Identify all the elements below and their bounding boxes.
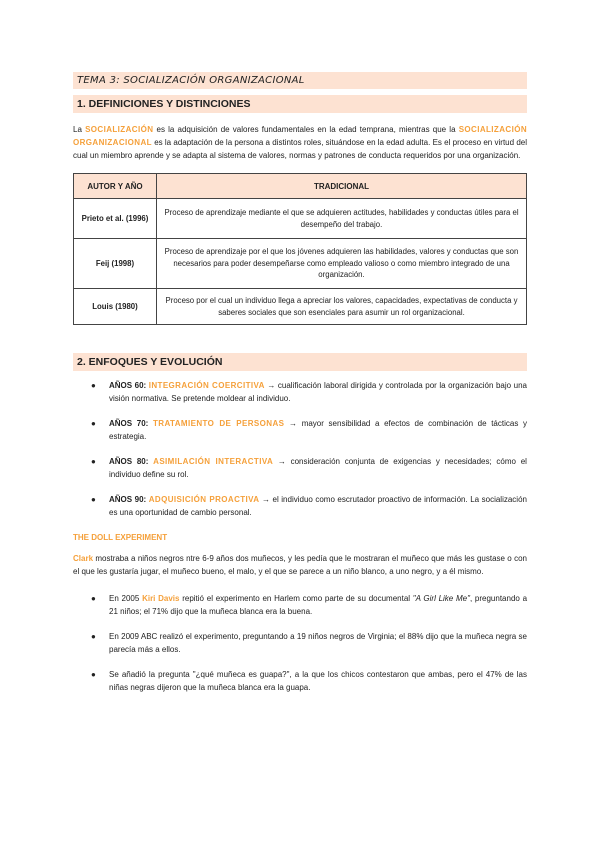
bullet-text: Se añadió la pregunta "¿qué muñeca es guapa?", a la que los chicos contestaron que ambas, pero el 47% de las niñas negras dijeron que la muñeca blanca era la guapa. [109,670,527,692]
approach-text: consideración conjunta de exigencias y necesidades; cómo el individuo define su rol. [109,457,527,479]
documentary-title: "A Girl Like Me" [412,594,470,603]
definitions-table [73,173,527,325]
bullet-icon: ● [91,670,96,679]
bullet-icon: ● [91,594,96,603]
table-row [74,199,527,239]
document-page [73,72,527,694]
approach-concept: TRATAMIENTO DE PERSONAS [152,419,285,428]
bullet-text: En 2009 ABC realizó el experimento, preguntando a 19 niños negros de Virginia; el 88% dijo que la muñeca negra se parecía más a ellos. [109,632,527,654]
term-socializacion: SOCIALIZACIÓN [85,125,154,134]
bullet-icon: ● [91,381,96,390]
table-cell-author: Feij (1998) [74,239,157,289]
list-item [73,417,527,443]
list-item [73,455,527,481]
table-header-author: AUTOR Y AÑO [74,174,157,199]
section-1-heading: 1. DEFINICIONES Y DISTINCIONES [73,95,527,113]
topic-title: TEMA 3: SOCIALIZACIÓN ORGANIZACIONAL [73,72,527,89]
table-row [74,239,527,289]
decade-label: AÑOS 60: [109,381,147,390]
approach-text: mayor sensibilidad a efectos de combinación de tácticas y estrategia. [109,419,527,441]
researcher-name: Clark [73,554,94,563]
bullet-icon: ● [91,457,96,466]
table-cell-definition: Proceso por el cual un individuo llega a apreciar los valores, capacidades, expectativas de conducta y saberes sociales que son esenciales para asumir un rol organizacional. [157,289,527,325]
right-arrow-icon: → [262,495,271,504]
person-name: Kiri Davis [142,594,180,603]
section-1-paragraph [73,123,527,162]
bullet-icon: ● [91,419,96,428]
approach-concept: ADQUISICIÓN PROACTIVA [148,495,260,504]
list-item [73,592,527,618]
experiment-list [73,592,527,694]
list-item [73,668,527,694]
approach-concept: ASIMILACIÓN INTERACTIVA [153,457,274,466]
para-text: mostraba a niños negros ntre 6-9 años dos muñecos, y les pedía que le mostraran el muñeco que más les gustase o con el que les gustaría jugar, el muñeco bueno, el malo, y el que se parece a un niño blanco, a uno negro, y a él mismo. [73,554,527,576]
table-cell-definition: Proceso de aprendizaje por el que los jóvenes adquieren las habilidades, valores y conductas que son necesarios para poder desempeñarse como empleado valioso o como miembro integrado de una organización. [157,239,527,289]
term-socializacion-organizacional: SOCIALIZACIÓN ORGANIZACIONAL [73,125,527,147]
table-header-traditional: TRADICIONAL [157,174,527,199]
experiment-title: THE DOLL EXPERIMENT [73,533,168,542]
table-cell-definition: Proceso de aprendizaje mediante el que se adquieren actitudes, habilidades y conductas útiles para el desempeño del trabajo. [157,199,527,239]
list-item [73,493,527,519]
approach-text: el individuo como escrutador proactivo de información. La socialización es una oportunidad de cambio personal. [109,495,527,517]
section-2-heading: 2. ENFOQUES Y EVOLUCIÓN [73,353,527,371]
experiment-paragraph [73,552,527,578]
approach-text: cualificación laboral dirigida y controlada por la organización bajo una visión normativa. Se pretende moldear al individuo. [109,381,527,403]
approach-concept: INTEGRACIÓN COERCITIVA [148,381,265,390]
bullet-text: , preguntando a 21 niños; el 71% dijo que la muñeca blanca era la buena. [109,594,528,616]
decade-label: AÑOS 90: [109,495,147,504]
table-cell-author: Louis (1980) [74,289,157,325]
list-item [73,630,527,656]
table-cell-author: Prieto et al. (1996) [74,199,157,239]
para-text: es la adquisición de valores fundamentales en la edad temprana, mientras que la [153,125,459,134]
bullet-text: repitió el experimento en Harlem como parte de su documental [179,594,413,603]
table-row [74,289,527,325]
bullet-icon: ● [91,495,96,504]
para-text: es la adaptación de la persona a distintos roles, situándose en la edad adulta. Es el proceso en virtud del cual un miembro aprende y se adapta al sistema de valores, normas y patrones de conducta requeridos por una organización. [73,138,527,160]
right-arrow-icon: → [277,457,286,466]
bullet-text: En 2005 [109,594,143,603]
bullet-icon: ● [91,632,96,641]
right-arrow-icon: → [267,381,276,390]
decade-label: AÑOS 70: [109,419,149,428]
list-item [73,379,527,405]
right-arrow-icon: → [289,419,298,428]
decade-label: AÑOS 80: [109,457,149,466]
approaches-list [73,379,527,519]
para-text: La [73,125,86,134]
